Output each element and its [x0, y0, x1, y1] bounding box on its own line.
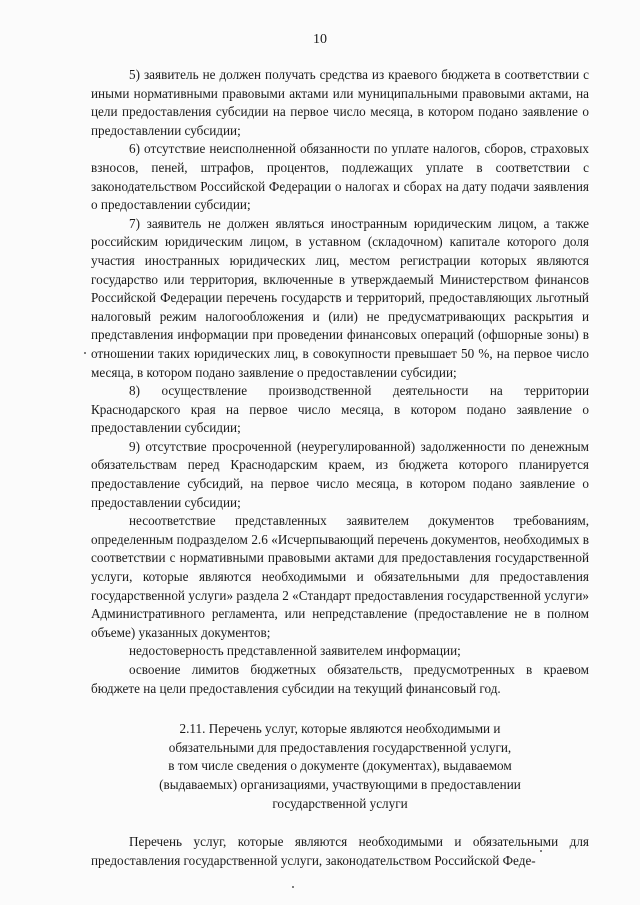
document-body	[91, 66, 589, 870]
scan-speck	[292, 886, 294, 888]
scan-speck	[540, 850, 542, 852]
paragraph-item-6: 6) отсутствие неисполненной обязанности по уплате налогов, сборов, страховых взносов, пеней, штрафов, процентов, подлежащих уплате в соответствии с законодательством Российской Федерации о налогах и сборах на дату подачи заявления о предоставлении субсидии;	[91, 141, 589, 213]
section-heading-line: 2.11. Перечень услуг, которые являются необходимыми и	[179, 721, 501, 737]
paragraph-item-9: 9) отсутствие просроченной (неурегулированной) задолженности по денежным обязательствам перед Краснодарским краем, из бюджета которого планируется предоставление субсидий, на первое число месяца, в котором подано заявление о предоставлении субсидии;	[91, 438, 589, 510]
section-heading-line: (выдаваемых) организациями, участвующими в предоставлении	[159, 776, 521, 792]
page-number: 10	[313, 32, 327, 47]
section-heading	[121, 720, 559, 813]
paragraph-item-5: 5) заявитель не должен получать средства из краевого бюджета в соответствии с иными нормативными правовыми актами или муниципальными правовыми актами, на цели предоставления субсидии на первое число месяца, в котором подано заявление о предоставлении субсидии;	[91, 67, 589, 138]
paragraph-item-8: 8) осуществление производственной деятельности на территории Краснодарского края на первое число месяца, в котором подано заявление о предоставлении субсидии;	[91, 383, 589, 436]
section-heading-line: обязательными для предоставления государственной услуги,	[168, 739, 512, 755]
scan-speck	[84, 352, 86, 354]
section-heading-line: государственной услуги	[272, 795, 408, 811]
section-heading-line: в том числе сведения о документе (документах), выдаваемом	[168, 758, 512, 774]
paragraph-false-info: недостоверность представленной заявителем информации;	[129, 643, 461, 659]
paragraph-services-list: Перечень услуг, которые являются необходимыми и обязательными для предоставления государственной услуги, законодательством Российской Феде-	[91, 834, 589, 868]
paragraph-documents-mismatch: несоответствие представленных заявителем документов требованиям, определенным подразделом 2.6 «Исчерпывающий перечень документов, необходимых в соответствии с нормативными правовыми актами для предоставления государственной услуги, которые являются необходимыми и обязательными для предоставления государственной услуги» раздела 2 «Стандарт предоставления государственной услуги» Административного регламента, или непредставление (предоставление не в полном объеме) указанных документов;	[91, 513, 589, 640]
paragraph-item-7: 7) заявитель не должен являться иностранным юридическим лицом, а также российским юридическим лицом, в уставном (складочном) капитале которого доля участия иностранных юридических лиц, местом регистрации которых являются государство или территория, включенные в утверждаемый Министерством финансов Российской Федерации перечень государств и территорий, предоставляющих льготный налоговый режим налогообложения и (или) не предусматривающих раскрытия и представления информации при проведении финансовых операций (офшорные зоны) в отношении таких юридических лиц, в совокупности превышает 50 %, на первое число месяца, в котором подано заявление о предоставлении субсидии;	[91, 215, 589, 380]
paragraph-budget-limits: освоение лимитов бюджетных обязательств, предусмотренных в краевом бюджете на цели предоставления субсидии на текущий финансовый год.	[91, 662, 589, 696]
